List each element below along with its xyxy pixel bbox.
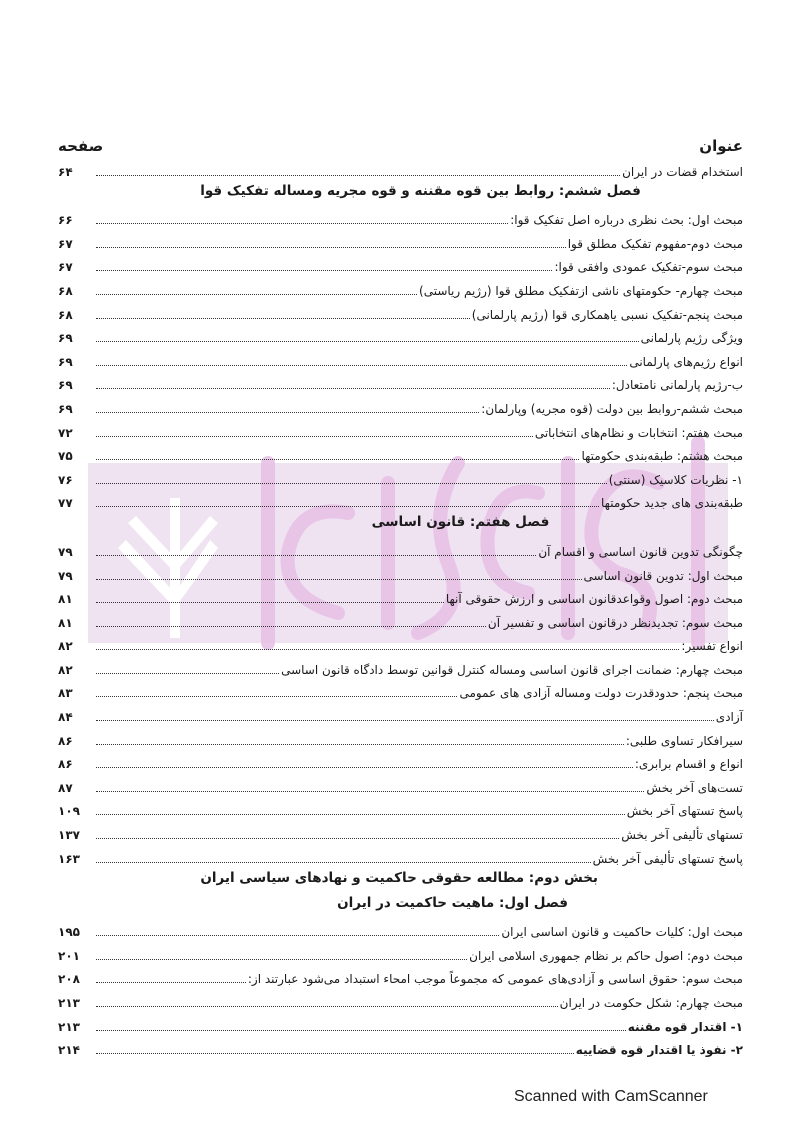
dot-leader	[96, 388, 610, 389]
toc-entry[interactable]	[58, 916, 743, 940]
dot-leader	[96, 579, 582, 580]
entry-page: ۸۳	[58, 686, 73, 701]
entry-title: آزادی	[715, 710, 743, 725]
entry-page: ۲۱۳	[58, 1019, 80, 1034]
toc-entry[interactable]	[58, 392, 743, 416]
toc-entry[interactable]	[58, 559, 743, 583]
entry-title: مبحث اول: بحث نظری درباره اصل تفکیک قوا:	[510, 213, 743, 228]
entry-title: مبحث چهارم- حکومتهای ناشی ازتفکیک مطلق قوا (رژیم ریاستی)	[419, 283, 743, 298]
entry-page: ۸۲	[58, 662, 73, 677]
dot-leader	[96, 506, 599, 507]
toc-entry[interactable]	[58, 630, 743, 654]
dot-leader	[96, 223, 508, 224]
entry-title: مبحث دوم-مفهوم تفکیک مطلق قوا	[567, 236, 743, 251]
chapter-heading: فصل اول: ماهیت حاکمیت در ایران	[337, 894, 568, 911]
entry-title: ب-رژیم پارلمانی نامتعادل:	[611, 378, 743, 393]
entry-title: مبحث پنجم: حدودقدرت دولت ومساله آزادی های عمومی	[459, 686, 743, 701]
chapter-heading: فصل ششم: روابط بین قوه مقننه و قوه مجریه ومساله تفکیک قوا	[200, 182, 641, 199]
toc-entry[interactable]	[58, 535, 743, 559]
entry-title: ویژگی رژیم پارلمانی	[640, 331, 743, 346]
entry-title: تست‌های آخر بخش	[646, 780, 743, 795]
entry-page: ۶۴	[58, 164, 73, 179]
toc-entry[interactable]	[58, 227, 743, 251]
entry-title: مبحث سوم: حقوق اساسی و آزادی‌های عمومی که مجموعاً موجب امحاء استبداد می‌شود عبارتند از:	[247, 972, 743, 987]
dot-leader	[96, 555, 536, 556]
entry-title: سیرافکار تساوی طلبی:	[625, 733, 743, 748]
entry-page: ۶۷	[58, 236, 73, 251]
toc-entry[interactable]	[58, 583, 743, 607]
toc-entry[interactable]	[58, 298, 743, 322]
toc-header	[58, 133, 743, 155]
entry-page: ۶۸	[58, 307, 73, 322]
entry-page: ۲۱۳	[58, 996, 80, 1010]
entry-page: ۷۷	[58, 496, 73, 511]
toc-entry[interactable]	[58, 345, 743, 369]
entry-page: ۸۶	[58, 757, 73, 772]
dot-leader	[96, 982, 246, 983]
entry-title: مبحث سوم: تجدیدنظر درقانون اساسی و تفسیر آن	[487, 615, 743, 630]
dot-leader	[96, 935, 499, 936]
dot-leader	[96, 673, 279, 674]
dot-leader	[96, 767, 633, 768]
chapter-heading: فصل هفتم: قانون اساسی	[371, 514, 550, 531]
entry-page: ۸۷	[58, 780, 73, 795]
toc-entry[interactable]	[58, 369, 743, 393]
toc-entry[interactable]	[58, 939, 743, 963]
toc-entry[interactable]	[58, 251, 743, 275]
entry-title: انواع تفسیر:	[681, 639, 743, 654]
entry-title: پاسخ تستهای آخر بخش	[626, 804, 743, 819]
dot-leader	[96, 744, 624, 745]
entry-page: ۱۳۷	[58, 828, 80, 843]
entry-page: ۶۸	[58, 283, 73, 298]
toc-entry[interactable]	[58, 322, 743, 346]
entry-page: ۸۲	[58, 639, 73, 654]
dot-leader	[96, 365, 627, 366]
dot-leader	[96, 838, 619, 839]
title-column-label: عنوان	[699, 137, 743, 155]
dot-leader	[96, 412, 479, 413]
toc-entry[interactable]	[58, 748, 743, 772]
entry-page: ۷۹	[58, 544, 73, 559]
dot-leader	[96, 814, 625, 815]
dot-leader	[96, 459, 579, 460]
dot-leader	[96, 318, 470, 319]
entry-title: مبحث هفتم: انتخابات و نظام‌های انتخاباتی	[534, 425, 743, 440]
dot-leader	[96, 436, 533, 437]
entry-page: ۷۹	[58, 568, 73, 583]
entry-page: ۶۷	[58, 260, 73, 275]
dot-leader	[96, 791, 644, 792]
dot-leader	[96, 483, 607, 484]
dot-leader	[96, 341, 639, 342]
part-heading: بخش دوم: مطالعه حقوقی حاکمیت و نهادهای سیاسی ایران	[200, 869, 598, 886]
dot-leader	[96, 1053, 574, 1054]
entry-title: ۱- اقتدار قوه مقننه	[627, 1019, 743, 1034]
entry-title: طبقه‌بندی های جدید حکومتها	[601, 496, 743, 511]
entry-page: ۷۵	[58, 449, 73, 464]
entry-page: ۶۹	[58, 378, 73, 393]
entry-title: مبحث ششم-روابط بین دولت (قوه مجریه) وپارلمان:	[481, 401, 743, 416]
dot-leader	[96, 720, 714, 721]
toc-entry[interactable]	[58, 653, 743, 677]
dot-leader	[96, 294, 417, 295]
toc-entry[interactable]	[58, 677, 743, 701]
entry-page: ۱۰۹	[58, 804, 80, 819]
dot-leader	[96, 626, 486, 627]
entry-title: ۱- نظریات کلاسیک (سنتی)	[608, 472, 743, 487]
entry-title: مبحث سوم-تفکیک عمودی وافقی قوا:	[554, 260, 743, 275]
entry-page: ۷۶	[58, 472, 73, 487]
entry-title: انواع و اقسام برابری:	[634, 757, 743, 772]
dot-leader	[96, 959, 467, 960]
entry-page: ۲۰۱	[58, 948, 80, 963]
toc-entry[interactable]	[58, 440, 743, 464]
toc-entry[interactable]	[58, 842, 743, 866]
scanner-footer: Scanned with CamScanner	[514, 1088, 708, 1105]
dot-leader	[96, 602, 444, 603]
toc-entry[interactable]	[58, 487, 743, 511]
entry-title: مبحث پنجم-تفکیک نسبی یاهمکاری قوا (رژیم پارلمانی)	[471, 307, 743, 322]
dot-leader	[96, 1030, 626, 1031]
toc-entry[interactable]	[58, 795, 743, 819]
entry-page: ۶۹	[58, 401, 73, 416]
entry-page: ۸۱	[58, 615, 73, 630]
entry-title: ۲- نفوذ یا اقتدار قوه قضاییه	[575, 1043, 743, 1058]
entry-page: ۲۰۸	[58, 972, 80, 987]
toc-entry[interactable]	[58, 818, 743, 842]
dot-leader	[96, 1006, 558, 1007]
dot-leader	[96, 270, 552, 271]
toc-entry[interactable]	[58, 724, 743, 748]
entry-page: ۱۹۵	[58, 925, 80, 940]
page-column-label: صفحه	[58, 137, 104, 155]
entry-title: مبحث چهارم: ضمانت اجرای قانون اساسی ومساله کنترل قوانین توسط دادگاه قانون اساسی	[281, 662, 743, 677]
entry-title: مبحث هشتم: طبقه‌بندی حکومتها	[581, 449, 743, 464]
toc-entry[interactable]	[58, 274, 743, 298]
entry-page: ۱۶۳	[58, 851, 80, 866]
dot-leader	[96, 649, 679, 650]
toc-entry[interactable]	[58, 700, 743, 724]
entry-title: چگونگی تدوین قانون اساسی و اقسام آن	[538, 544, 743, 559]
dot-leader	[96, 247, 566, 248]
entry-title: مبحث چهارم: شکل حکومت در ایران	[559, 996, 743, 1010]
entry-page: ۶۹	[58, 331, 73, 346]
table-of-contents	[58, 133, 743, 1057]
entry-page: ۷۲	[58, 425, 73, 440]
entry-title: مبحث دوم: اصول حاکم بر نظام جمهوری اسلامی ایران	[469, 948, 743, 963]
dot-leader	[96, 862, 591, 863]
toc-entry[interactable]	[58, 416, 743, 440]
toc-entry[interactable]	[58, 204, 743, 228]
entry-page: ۸۴	[58, 710, 73, 725]
entry-page: ۲۱۴	[58, 1043, 80, 1058]
entry-title: استخدام قضات در ایران	[622, 164, 743, 179]
toc-entry[interactable]	[58, 771, 743, 795]
toc-entry[interactable]	[58, 606, 743, 630]
toc-entry[interactable]	[58, 1010, 743, 1034]
toc-entry[interactable]	[58, 155, 743, 179]
dot-leader	[96, 175, 620, 176]
entry-title: مبحث دوم: اصول وقواعدقانون اساسی و ارزش حقوقی آنها	[445, 592, 743, 607]
entry-title: پاسخ تستهای تألیفی آخر بخش	[592, 851, 743, 866]
entry-page: ۶۹	[58, 354, 73, 369]
entry-page: ۸۶	[58, 733, 73, 748]
entry-title: تستهای تألیفی آخر بخش	[621, 828, 743, 843]
toc-entry[interactable]	[58, 463, 743, 487]
toc-entry[interactable]	[58, 963, 743, 987]
entry-page: ۸۱	[58, 592, 73, 607]
entry-title: انواع رژیم‌های پارلمانی	[629, 354, 743, 369]
toc-entry[interactable]	[58, 986, 743, 1010]
dot-leader	[96, 696, 457, 697]
toc-entry[interactable]	[58, 1034, 743, 1058]
entry-title: مبحث اول: تدوین قانون اساسی	[583, 568, 743, 583]
entry-page: ۶۶	[58, 213, 73, 228]
entry-title: مبحث اول: کلیات حاکمیت و قانون اساسی ایران	[501, 925, 743, 940]
